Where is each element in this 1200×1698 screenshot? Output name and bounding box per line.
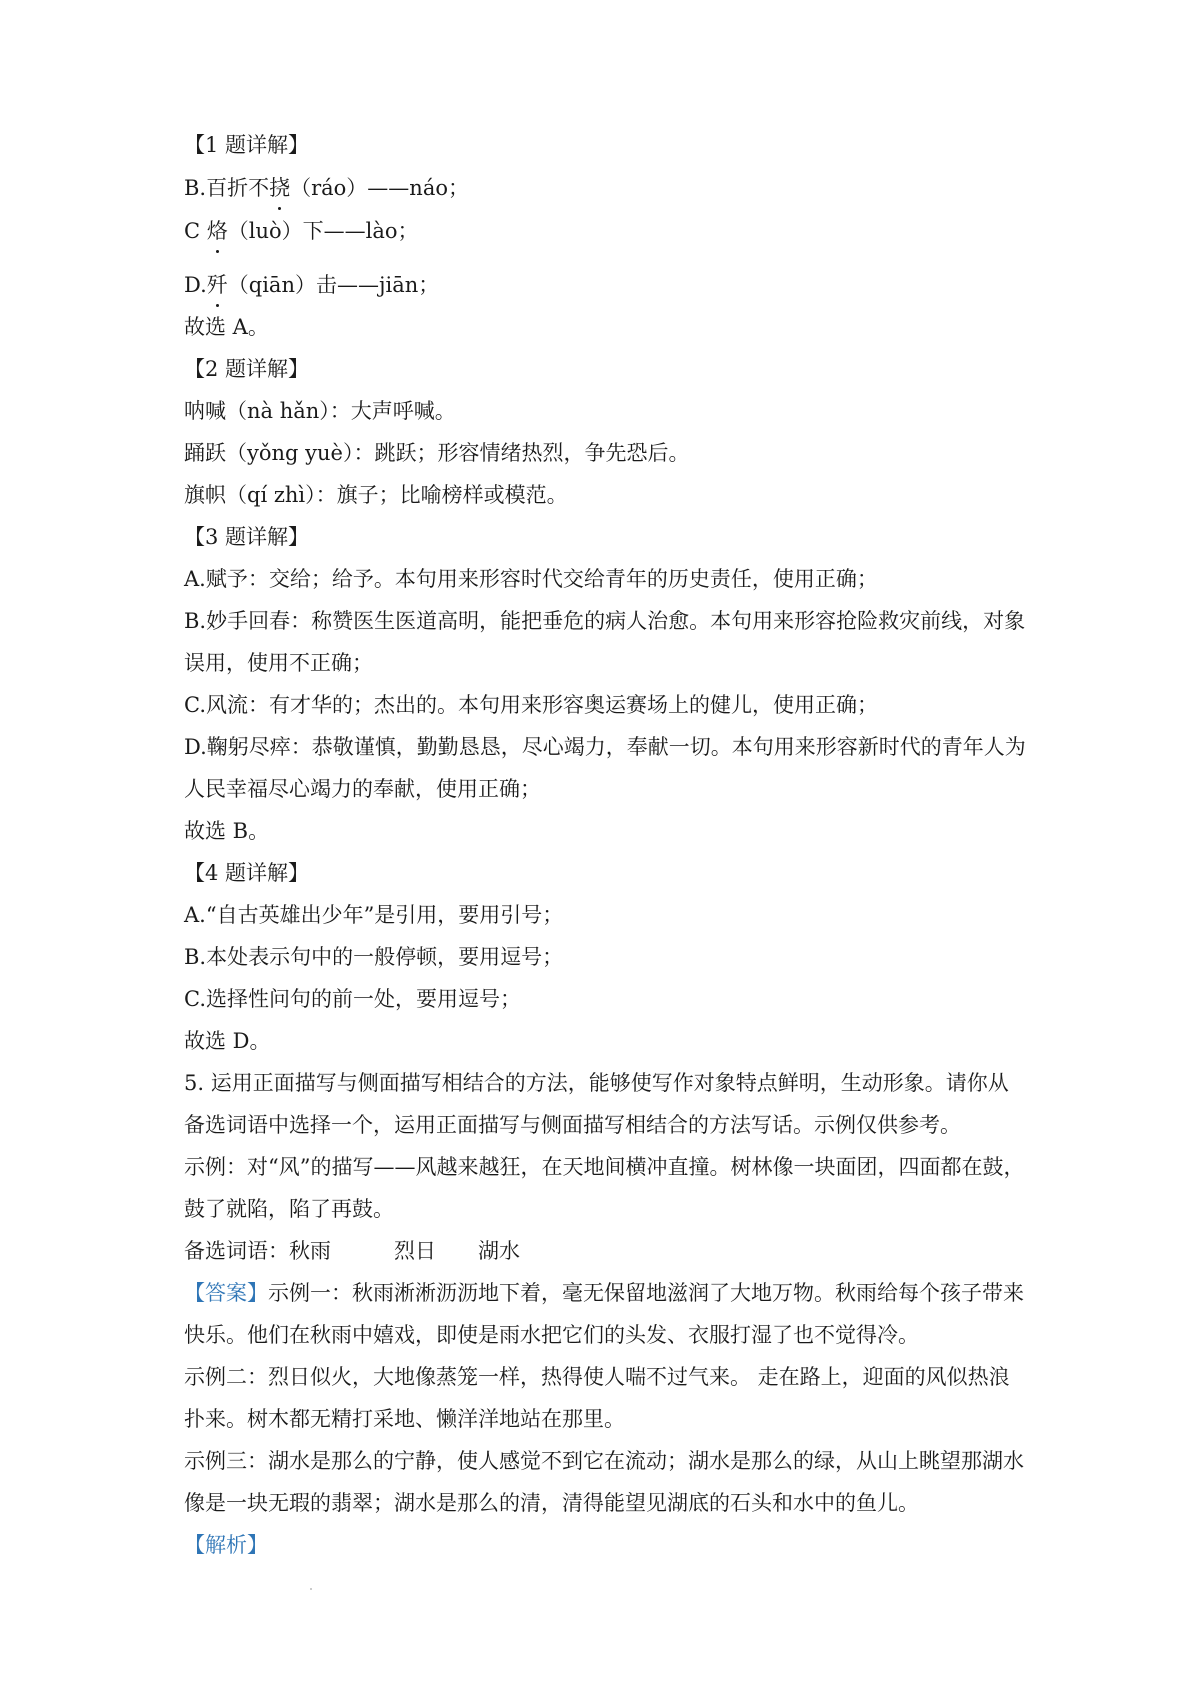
text-run: 扑来。树木都无精打采地、懒洋洋地站在那里。 xyxy=(184,1407,625,1431)
text-run: 故选 A。 xyxy=(184,315,269,339)
text-run: D.鞠躬尽瘁：恭敬谨慎，勤勤恳恳，尽心竭力，奉献一切。本句用来形容新时代的青年人为 xyxy=(184,735,1026,759)
text-run: 示例一：秋雨淅淅沥沥地下着，毫无保留地滋润了大地万物。秋雨给每个孩子带来 xyxy=(268,1281,1024,1305)
text-line xyxy=(184,690,1024,720)
text-run: C.选择性问句的前一处，要用逗号； xyxy=(184,987,521,1011)
text-line xyxy=(184,480,1024,510)
text-line xyxy=(184,900,1024,930)
text-run: 备选词语：秋雨 烈日 湖水 xyxy=(184,1239,520,1263)
text-run: 故选 B。 xyxy=(184,819,270,843)
text-run: （qiān）击——jiān； xyxy=(227,273,440,297)
text-line xyxy=(184,1320,1024,1350)
text-run: 示例二：烈日似火，大地像蒸笼一样，热得使人喘不过气来。 走在路上，迎面的风似热浪 xyxy=(184,1365,1010,1389)
text-run: 呐喊（nà hǎn）：大声呼喊。 xyxy=(184,399,456,423)
emphasized-char: 挠 xyxy=(269,173,290,203)
text-run: 【4 题详解】 xyxy=(184,861,310,885)
section-tag: 【解析】 xyxy=(184,1533,268,1557)
text-line xyxy=(184,732,1024,762)
text-run: A.“自古英雄出少年”是引用，要用引号； xyxy=(184,903,564,927)
text-line xyxy=(184,130,1024,160)
text-run: 5. 运用正面描写与侧面描写相结合的方法，能够使写作对象特点鲜明，生动形象。请你从 xyxy=(184,1071,1009,1095)
text-run: 【3 题详解】 xyxy=(184,525,310,549)
text-line xyxy=(184,438,1024,468)
text-run: 【2 题详解】 xyxy=(184,357,310,381)
text-run: 示例：对“风”的描写——风越来越狂，在天地间横冲直撞。树林像一块面团，四面都在鼓， xyxy=(184,1155,1025,1179)
text-run: 踊跃（yǒng yuè）：跳跃；形容情绪热烈，争先恐后。 xyxy=(184,441,690,465)
text-run: （ráo）——náo； xyxy=(290,176,469,200)
text-line xyxy=(184,312,1024,342)
text-line xyxy=(184,270,1024,300)
emphasized-char: 烙 xyxy=(207,216,228,246)
text-line xyxy=(184,1488,1024,1518)
text-line xyxy=(184,1110,1024,1140)
text-line xyxy=(184,1278,1024,1308)
text-line xyxy=(184,942,1024,972)
text-run: B.百折不 xyxy=(184,176,270,200)
text-run: 备选词语中选择一个，运用正面描写与侧面描写相结合的方法写话。示例仅供参考。 xyxy=(184,1113,961,1137)
text-run: D. xyxy=(184,273,207,297)
text-run: 示例三：湖水是那么的宁静，使人感觉不到它在流动；湖水是那么的绿，从山上眺望那湖水 xyxy=(184,1449,1024,1473)
text-line xyxy=(184,1152,1024,1182)
text-run: 误用，使用不正确； xyxy=(184,651,373,675)
text-run: C.风流：有才华的；杰出的。本句用来形容奥运赛场上的健儿，使用正确； xyxy=(184,693,878,717)
text-run: B.本处表示句中的一般停顿，要用逗号； xyxy=(184,945,564,969)
text-run: 【1 题详解】 xyxy=(184,133,310,157)
text-line xyxy=(184,984,1024,1014)
text-line xyxy=(184,1530,1024,1560)
text-line xyxy=(184,1362,1024,1392)
section-tag: 【答案】 xyxy=(184,1281,268,1305)
text-run: 故选 D。 xyxy=(184,1029,271,1053)
text-run: 像是一块无瑕的翡翠；湖水是那么的清，清得能望见湖底的石头和水中的鱼儿。 xyxy=(184,1491,919,1515)
text-line xyxy=(184,858,1024,888)
text-run: 旗帜（qí zhì）：旗子；比喻榜样或模范。 xyxy=(184,483,568,507)
text-line xyxy=(184,1446,1024,1476)
text-line xyxy=(184,564,1024,594)
text-line xyxy=(184,816,1024,846)
text-line xyxy=(184,1404,1024,1434)
text-run: C xyxy=(184,219,207,243)
text-line xyxy=(184,1236,1024,1266)
text-line xyxy=(184,396,1024,426)
text-line xyxy=(184,1026,1024,1056)
text-line xyxy=(184,522,1024,552)
text-run: 快乐。他们在秋雨中嬉戏，即使是雨水把它们的头发、衣服打湿了也不觉得冷。 xyxy=(184,1323,919,1347)
text-line xyxy=(184,1194,1024,1224)
text-line xyxy=(184,606,1024,636)
text-run: 鼓了就陷，陷了再鼓。 xyxy=(184,1197,394,1221)
text-line xyxy=(184,648,1024,678)
text-run: 人民幸福尽心竭力的奉献，使用正确； xyxy=(184,777,541,801)
text-run: （luò）下——lào； xyxy=(227,219,419,243)
page-footer-mark xyxy=(310,1588,312,1590)
text-run: B.妙手回春：称赞医生医道高明，能把垂危的病人治愈。本句用来形容抢险救灾前线，对象 xyxy=(184,609,1026,633)
text-run: A.赋予：交给；给予。本句用来形容时代交给青年的历史责任，使用正确； xyxy=(184,567,878,591)
text-line xyxy=(184,173,1024,203)
text-line xyxy=(184,774,1024,804)
text-line xyxy=(184,216,1024,246)
emphasized-char: 歼 xyxy=(207,270,228,300)
text-line xyxy=(184,354,1024,384)
text-line xyxy=(184,1068,1024,1098)
